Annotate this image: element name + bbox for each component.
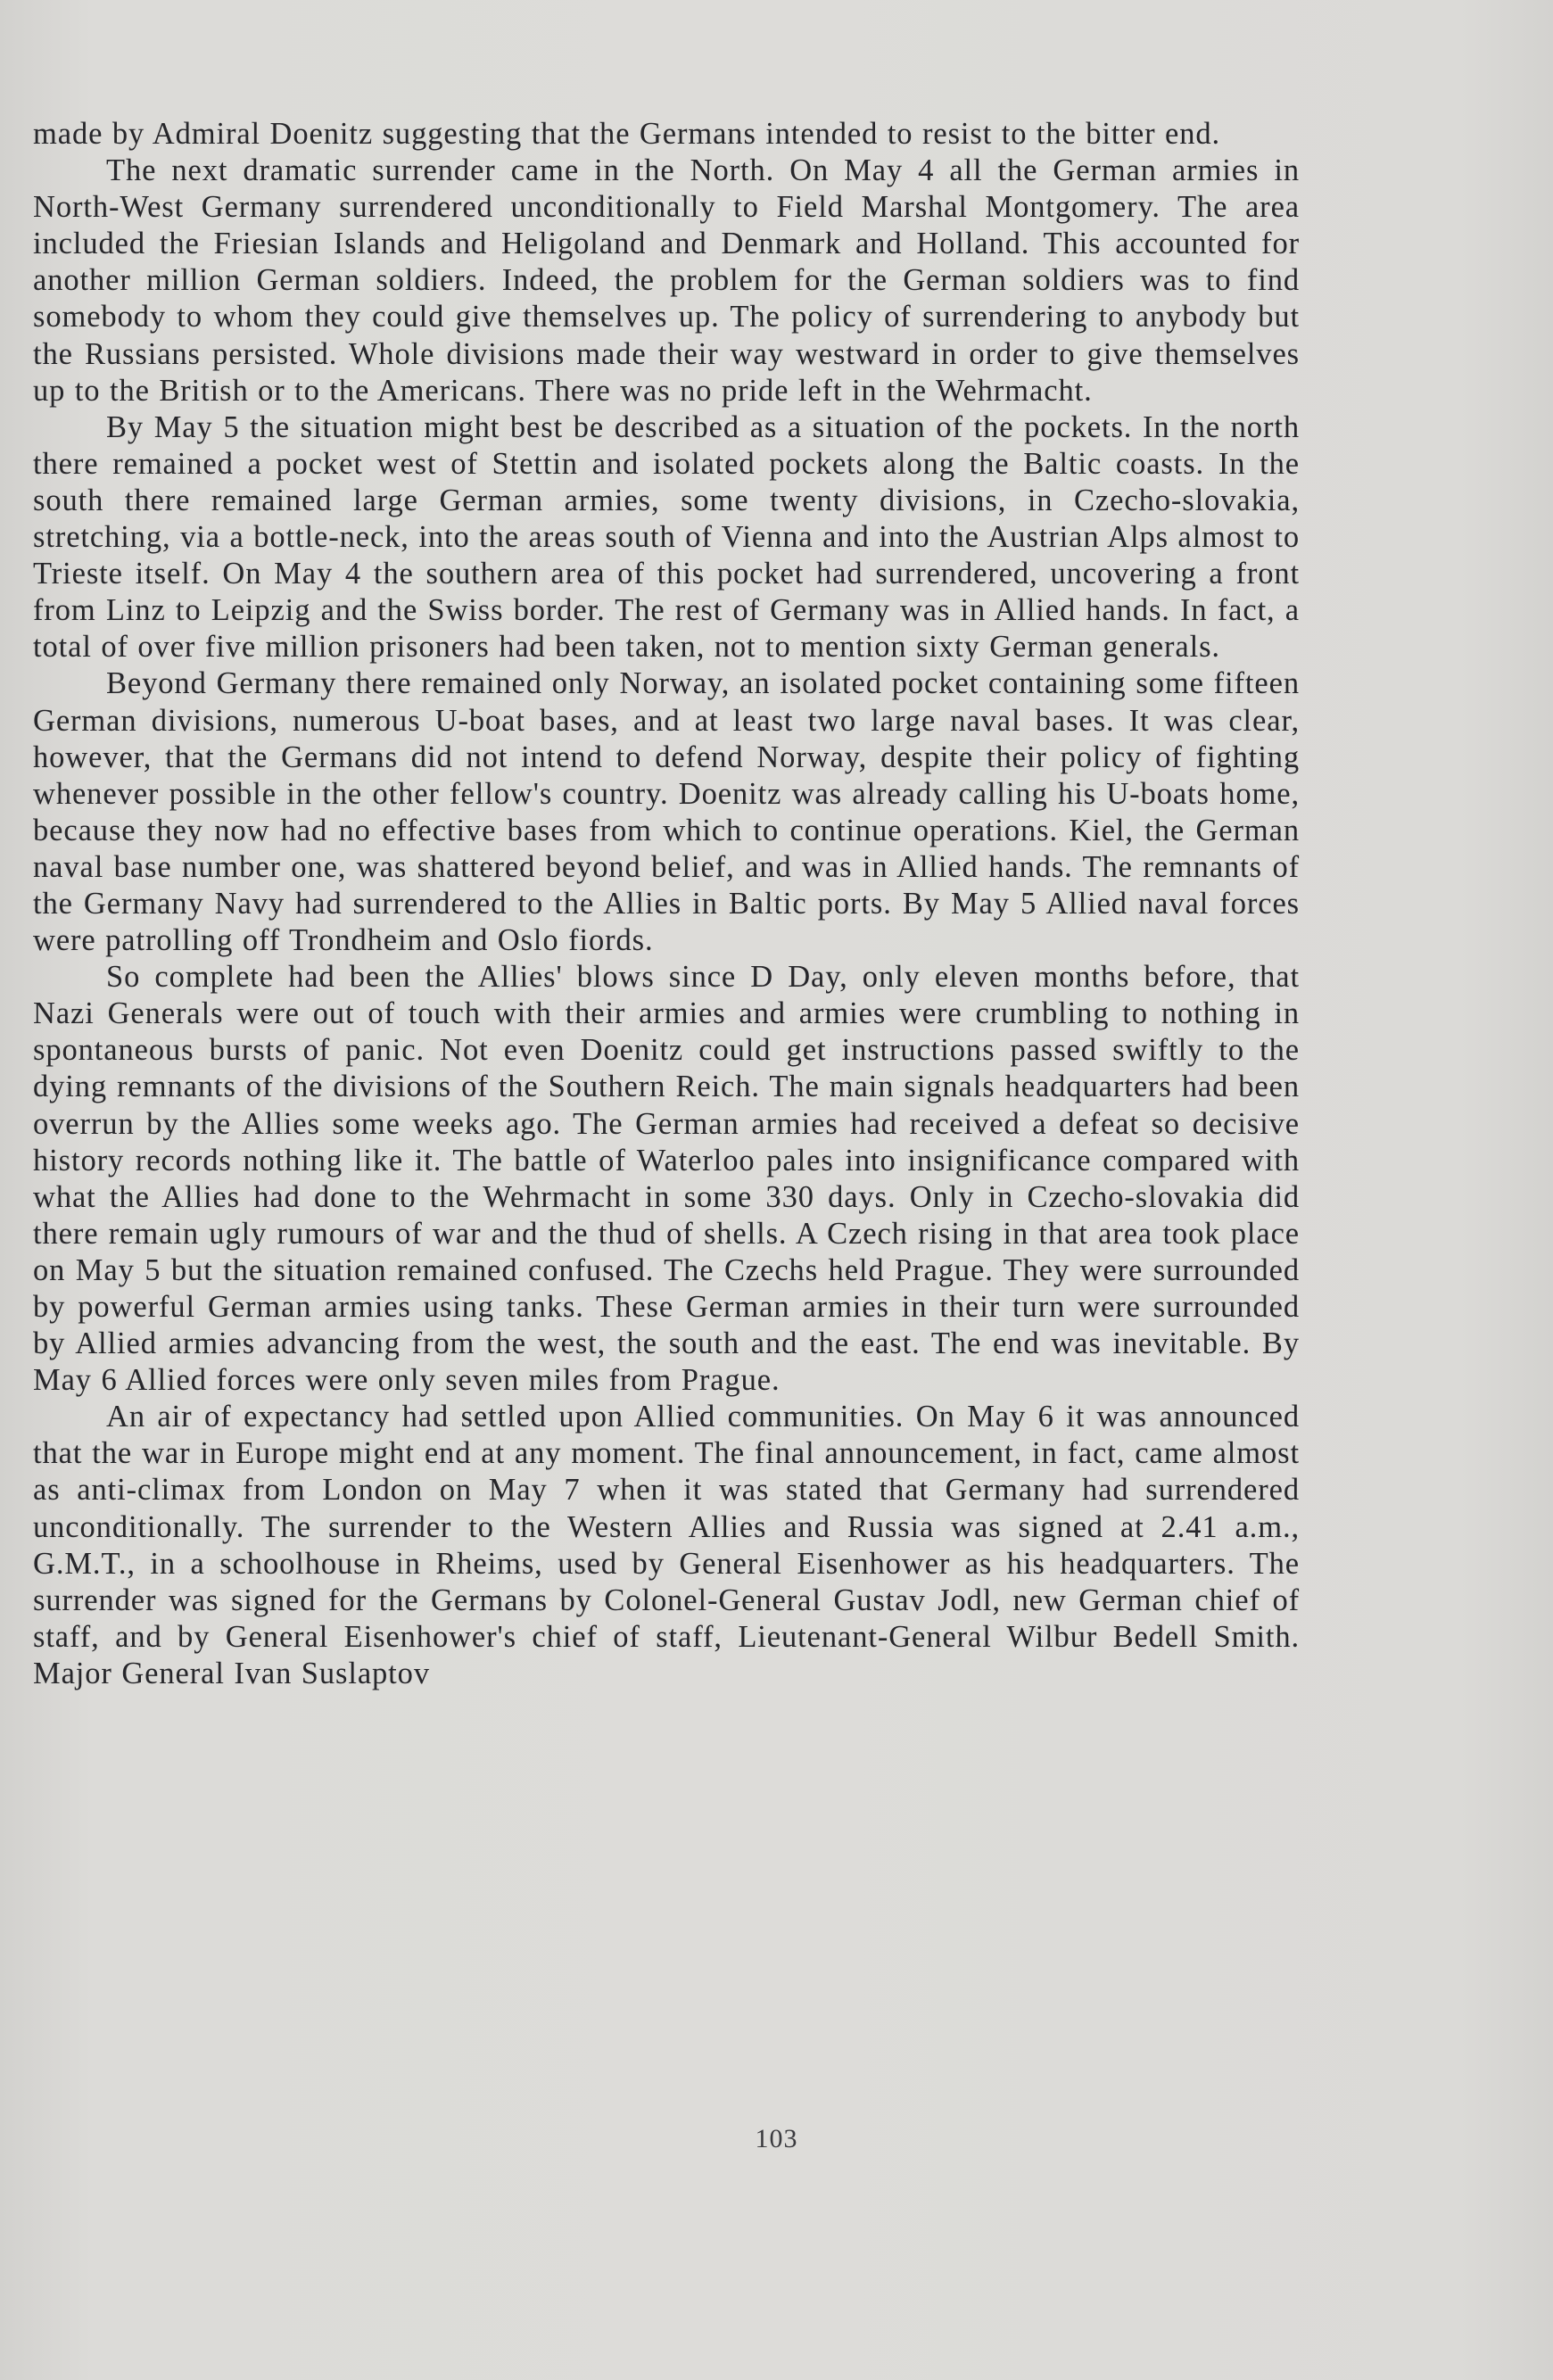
- paragraph: So complete had been the Allies' blows since D Day, only eleven months before, that Nazi Generals were out of touch with their armies and armies were crumbling to nothing in spontaneous bursts of panic. Not even Doenitz could get instructions passed swiftly to the dying remnants of the divisions of the Southern Reich. The main signals headquarters had been overrun by the Allies some weeks ago. The German armies had received a defeat so decisive history records nothing like it. The battle of Waterloo pales into insignificance compared with what the Allies had done to the Wehrmacht in some 330 days. Only in Czecho-slovakia did there remain ugly rumours of war and the thud of shells. A Czech rising in that area took place on May 5 but the situation remained confused. The Czechs held Prague. They were surrounded by powerful German armies using tanks. These German armies in their turn were surrounded by Allied armies advancing from the west, the south and the east. The end was inevitable. By May 6 Allied forces were only seven miles from Prague.: [33, 960, 1300, 1398]
- body-text: [33, 116, 1300, 1692]
- paragraph: By May 5 the situation might best be described as a situation of the pockets. In the north there remained a pocket west of Stettin and isolated pockets along the Baltic coasts. In the south there remained large German armies, some twenty divisions, in Czecho-slovakia, stretching, via a bottle-neck, into the areas south of Vienna and into the Austrian Alps almost to Trieste itself. On May 4 the southern area of this pocket had surrendered, uncovering a front from Linz to Leipzig and the Swiss border. The rest of Germany was in Allied hands. In fact, a total of over five million prisoners had been taken, not to mention sixty German generals.: [33, 409, 1300, 665]
- paragraph: An air of expectancy had settled upon Allied communities. On May 6 it was announced that the war in Europe might end at any moment. The final announcement, in fact, came almost as anti-climax from London on May 7 when it was stated that Germany had surrendered unconditionally. The surrender to the Western Allies and Russia was signed at 2.41 a.m., G.M.T., in a schoolhouse in Rheims, used by General Eisenhower as his headquarters. The surrender was signed for the Germans by Colonel-General Gustav Jodl, new German chief of staff, and by General Eisenhower's chief of staff, Lieutenant-General Wilbur Bedell Smith. Major General Ivan Suslaptov: [33, 1400, 1300, 1690]
- paragraph: Beyond Germany there remained only Norway, an isolated pocket containing some fifteen German divisions, numerous U-boat bases, and at least two large naval bases. It was clear, however, that the Germans did not intend to defend Norway, despite their policy of fighting whenever possible in the other fellow's country. Doenitz was already calling his U-boats home, because they now had no effective bases from which to continue operations. Kiel, the German naval base number one, was shattered beyond belief, and was in Allied hands. The remnants of the Germany Navy had surrendered to the Allies in Baltic ports. By May 5 Allied naval forces were patrolling off Trondheim and Oslo fiords.: [33, 666, 1300, 958]
- paragraph-continuation: made by Admiral Doenitz suggesting that the Germans intended to resist to the bitter end.: [33, 117, 1221, 151]
- page-number: 103: [755, 2124, 798, 2153]
- paragraph: The next dramatic surrender came in the North. On May 4 all the German armies in North-West Germany surrendered unconditionally to Field Marshal Montgomery. The area included the Friesian Islands and Heligoland and Denmark and Holland. This accounted for another million German soldiers. Indeed, the problem for the German soldiers was to find somebody to whom they could give themselves up. The policy of surrendering to anybody but the Russians persisted. Whole divisions made their way westward in order to give themselves up to the British or to the Americans. There was no pride left in the Wehrmacht.: [33, 153, 1300, 408]
